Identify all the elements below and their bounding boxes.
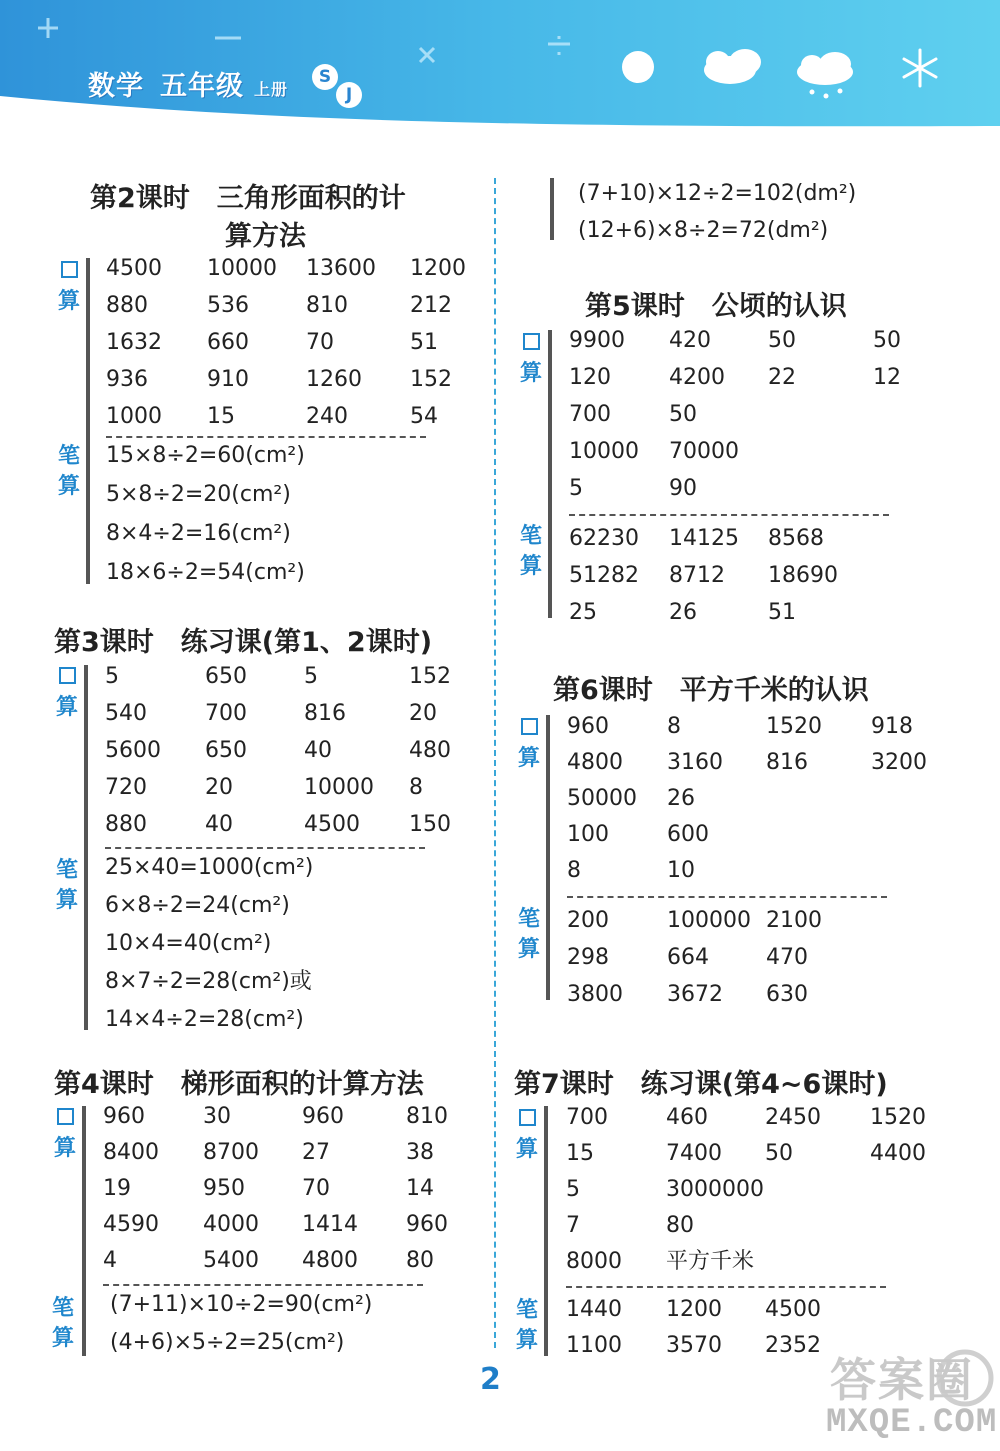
table-cell: 8 <box>409 775 423 800</box>
table-cell: 8712 <box>669 563 725 588</box>
kousuan-label: 算 <box>56 256 82 317</box>
section-dash <box>106 436 426 438</box>
table-cell: 1260 <box>306 367 362 392</box>
bisuan-label: 笔 算 <box>515 1298 538 1353</box>
table-cell: 27 <box>302 1140 330 1165</box>
table-cell: 4400 <box>870 1141 926 1166</box>
kou-box-icon <box>519 1109 536 1126</box>
table-cell: 10000 <box>304 775 374 800</box>
table-cell: 26 <box>669 600 697 625</box>
formula-line: 25×40=1000(cm²) <box>105 855 314 880</box>
formula-line: 10×4=40(cm²) <box>105 931 272 956</box>
table-cell: 470 <box>766 945 808 970</box>
table-cell: 10000 <box>569 439 639 464</box>
section-title-lesson2: 第2课时 三角形面积的计 <box>90 183 406 214</box>
table-cell: 62230 <box>569 526 639 551</box>
table-cell: 4 <box>103 1248 117 1273</box>
table-cell: 38 <box>406 1140 434 1165</box>
table-cell: 5 <box>569 476 583 501</box>
section-dash <box>105 847 425 849</box>
table-cell: 960 <box>103 1104 145 1129</box>
table-cell: 7400 <box>666 1141 722 1166</box>
table-cell: 700 <box>569 402 611 427</box>
table-cell: 8 <box>567 858 581 883</box>
table-cell: 650 <box>205 738 247 763</box>
table-cell: 4200 <box>669 365 725 390</box>
table-cell: 816 <box>766 750 808 775</box>
table-cell: 5 <box>304 664 318 689</box>
kou-box-icon <box>59 667 76 684</box>
table-cell: 936 <box>106 367 148 392</box>
formula-line: 6×8÷2=24(cm²) <box>105 893 290 918</box>
table-cell: 240 <box>306 404 348 429</box>
bisuan-label: 笔 算 <box>51 1296 74 1351</box>
table-cell: 3800 <box>567 982 623 1007</box>
table-cell: 1520 <box>870 1105 926 1130</box>
section-dash <box>567 896 887 898</box>
kou-box-icon <box>61 261 78 278</box>
formula-line: (7+10)×12÷2=102(dm²) <box>578 181 857 206</box>
table-cell: 600 <box>667 822 709 847</box>
section-title-lesson6: 第6课时 平方千米的认识 <box>553 675 869 706</box>
table-cell: 100 <box>567 822 609 847</box>
table-cell: 2450 <box>765 1105 821 1130</box>
table-cell: 1200 <box>666 1297 722 1322</box>
formula-line: (4+6)×5÷2=25(cm²) <box>110 1330 345 1355</box>
table-cell: 15 <box>566 1141 594 1166</box>
kousuan-bar <box>82 1106 86 1356</box>
table-cell: 5400 <box>203 1248 259 1273</box>
table-cell: 50 <box>768 328 796 353</box>
table-cell: 70 <box>306 330 334 355</box>
table-cell: 540 <box>105 701 147 726</box>
table-cell: 200 <box>567 908 609 933</box>
table-cell: 80 <box>406 1248 434 1273</box>
page-number: 2 <box>480 1362 501 1397</box>
table-cell: 1440 <box>566 1297 622 1322</box>
table-cell: 50 <box>765 1141 793 1166</box>
bisuan-label: 笔 算 <box>55 858 78 913</box>
table-cell: 480 <box>409 738 451 763</box>
table-cell: 1414 <box>302 1212 358 1237</box>
kou-box-icon <box>57 1108 74 1125</box>
table-cell: 960 <box>567 714 609 739</box>
table-cell: 9900 <box>569 328 625 353</box>
table-cell: 1100 <box>566 1333 622 1358</box>
table-cell: 5600 <box>105 738 161 763</box>
table-cell: 298 <box>567 945 609 970</box>
table-cell: 22 <box>768 365 796 390</box>
table-cell: 1200 <box>410 256 466 281</box>
table-cell: 13600 <box>306 256 376 281</box>
table-cell: 3200 <box>871 750 927 775</box>
section-title-lesson2-line2: 算方法 <box>225 221 306 252</box>
table-cell: 19 <box>103 1176 131 1201</box>
kousuan-bar <box>84 665 88 1030</box>
kou-box-icon <box>521 718 538 735</box>
kousuan-bar <box>548 330 552 618</box>
table-cell: 3000000 <box>666 1177 764 1202</box>
table-cell: 630 <box>766 982 808 1007</box>
table-cell: 50000 <box>567 786 637 811</box>
section-title-lesson5: 第5课时 公顷的认识 <box>585 291 847 322</box>
table-cell: 3672 <box>667 982 723 1007</box>
book-title: 数学 五年级 上册 <box>88 71 289 102</box>
kousuan-label: 算 <box>516 713 542 774</box>
bisuan-label: 笔 算 <box>517 907 540 962</box>
column-divider <box>494 178 496 1348</box>
table-cell: 8700 <box>203 1140 259 1165</box>
formula-line: 5×8÷2=20(cm²) <box>106 482 291 507</box>
table-cell: 1520 <box>766 714 822 739</box>
table-cell: 70 <box>302 1176 330 1201</box>
table-cell: 1632 <box>106 330 162 355</box>
table-cell: 918 <box>871 714 913 739</box>
table-cell: 8568 <box>768 526 824 551</box>
table-cell: 20 <box>409 701 437 726</box>
table-cell: 20 <box>205 775 233 800</box>
formula-line: 8×7÷2=28(cm²)或 <box>105 969 312 994</box>
bisuan-label: 笔 算 <box>57 444 80 499</box>
table-cell: 420 <box>669 328 711 353</box>
table-cell: 51 <box>768 600 796 625</box>
watermark-text: 答案圈 <box>830 1353 974 1407</box>
table-cell: 51 <box>410 330 438 355</box>
table-cell: 810 <box>406 1104 448 1129</box>
table-cell: 8000 <box>566 1249 622 1274</box>
table-cell: 460 <box>666 1105 708 1130</box>
table-cell: 4590 <box>103 1212 159 1237</box>
table-cell: 816 <box>304 701 346 726</box>
badge-j: J <box>336 82 362 108</box>
table-cell: 4000 <box>203 1212 259 1237</box>
table-cell: 70000 <box>669 439 739 464</box>
formula-line: 8×4÷2=16(cm²) <box>106 521 291 546</box>
section-title-lesson7: 第7课时 练习课(第4~6课时) <box>514 1069 888 1100</box>
table-cell: 650 <box>205 664 247 689</box>
table-cell: 25 <box>569 600 597 625</box>
formula-line: 18×6÷2=54(cm²) <box>106 560 305 585</box>
section-title-lesson4: 第4课时 梯形面积的计算方法 <box>54 1069 424 1100</box>
kousuan-label: 算 <box>52 1103 78 1164</box>
kousuan-bar <box>544 1106 548 1356</box>
table-cell: 660 <box>207 330 249 355</box>
table-cell: 4800 <box>302 1248 358 1273</box>
table-cell: 880 <box>106 293 148 318</box>
table-cell: 50 <box>873 328 901 353</box>
kousuan-label: 算 <box>514 1104 540 1165</box>
table-cell: 212 <box>410 293 452 318</box>
table-cell: 664 <box>667 945 709 970</box>
table-cell: 2352 <box>765 1333 821 1358</box>
table-cell: 152 <box>410 367 452 392</box>
table-cell: 960 <box>302 1104 344 1129</box>
table-cell: 10000 <box>207 256 277 281</box>
watermark-url: MXQE.COM <box>826 1404 998 1442</box>
table-cell: 5 <box>105 664 119 689</box>
table-cell: 5 <box>566 1177 580 1202</box>
header-banner <box>0 0 1000 135</box>
table-cell: 80 <box>666 1213 694 1238</box>
kousuan-label: 算 <box>518 328 544 389</box>
table-cell: 1000 <box>106 404 162 429</box>
table-cell: 3570 <box>666 1333 722 1358</box>
table-cell: 2100 <box>766 908 822 933</box>
table-cell: 700 <box>566 1105 608 1130</box>
table-cell: 90 <box>669 476 697 501</box>
table-cell: 54 <box>410 404 438 429</box>
kousuan-bar <box>546 715 550 1000</box>
table-cell: 平方千米 <box>666 1249 755 1274</box>
table-cell: 10 <box>667 858 695 883</box>
table-cell: 960 <box>406 1212 448 1237</box>
table-cell: 700 <box>205 701 247 726</box>
table-cell: 4500 <box>106 256 162 281</box>
table-cell: 18690 <box>768 563 838 588</box>
table-cell: 8400 <box>103 1140 159 1165</box>
formula-line: 14×4÷2=28(cm²) <box>105 1007 304 1032</box>
table-cell: 26 <box>667 786 695 811</box>
table-cell: 7 <box>566 1213 580 1238</box>
table-cell: 720 <box>105 775 147 800</box>
formula-line: (7+11)×10÷2=90(cm²) <box>110 1292 373 1317</box>
table-cell: 910 <box>207 367 249 392</box>
table-cell: 810 <box>306 293 348 318</box>
table-cell: 15 <box>207 404 235 429</box>
table-cell: 150 <box>409 812 451 837</box>
table-cell: 4500 <box>304 812 360 837</box>
table-cell: 880 <box>105 812 147 837</box>
table-cell: 120 <box>569 365 611 390</box>
bisuan-label: 笔 算 <box>519 524 542 579</box>
table-cell: 950 <box>203 1176 245 1201</box>
formula-line: 15×8÷2=60(cm²) <box>106 443 305 468</box>
table-cell: 4500 <box>765 1297 821 1322</box>
table-cell: 12 <box>873 365 901 390</box>
section-dash <box>103 1284 423 1286</box>
table-cell: 40 <box>304 738 332 763</box>
table-cell: 8 <box>667 714 681 739</box>
kou-box-icon <box>523 333 540 350</box>
table-cell: 14125 <box>669 526 739 551</box>
table-cell: 536 <box>207 293 249 318</box>
formula-line: (12+6)×8÷2=72(dm²) <box>578 218 829 243</box>
table-cell: 40 <box>205 812 233 837</box>
table-cell: 4800 <box>567 750 623 775</box>
badge-s: S <box>312 64 338 90</box>
table-cell: 100000 <box>667 908 751 933</box>
table-cell: 14 <box>406 1176 434 1201</box>
kousuan-label: 算 <box>54 662 80 723</box>
table-cell: 3160 <box>667 750 723 775</box>
section-dash <box>566 1286 886 1288</box>
section-title-lesson3: 第3课时 练习课(第1、2课时) <box>54 627 433 658</box>
table-cell: 152 <box>409 664 451 689</box>
table-cell: 51282 <box>569 563 639 588</box>
table-cell: 50 <box>669 402 697 427</box>
section-dash <box>569 514 889 516</box>
table-cell: 30 <box>203 1104 231 1129</box>
kousuan-bar <box>86 258 90 584</box>
continuation-bar <box>550 178 554 240</box>
